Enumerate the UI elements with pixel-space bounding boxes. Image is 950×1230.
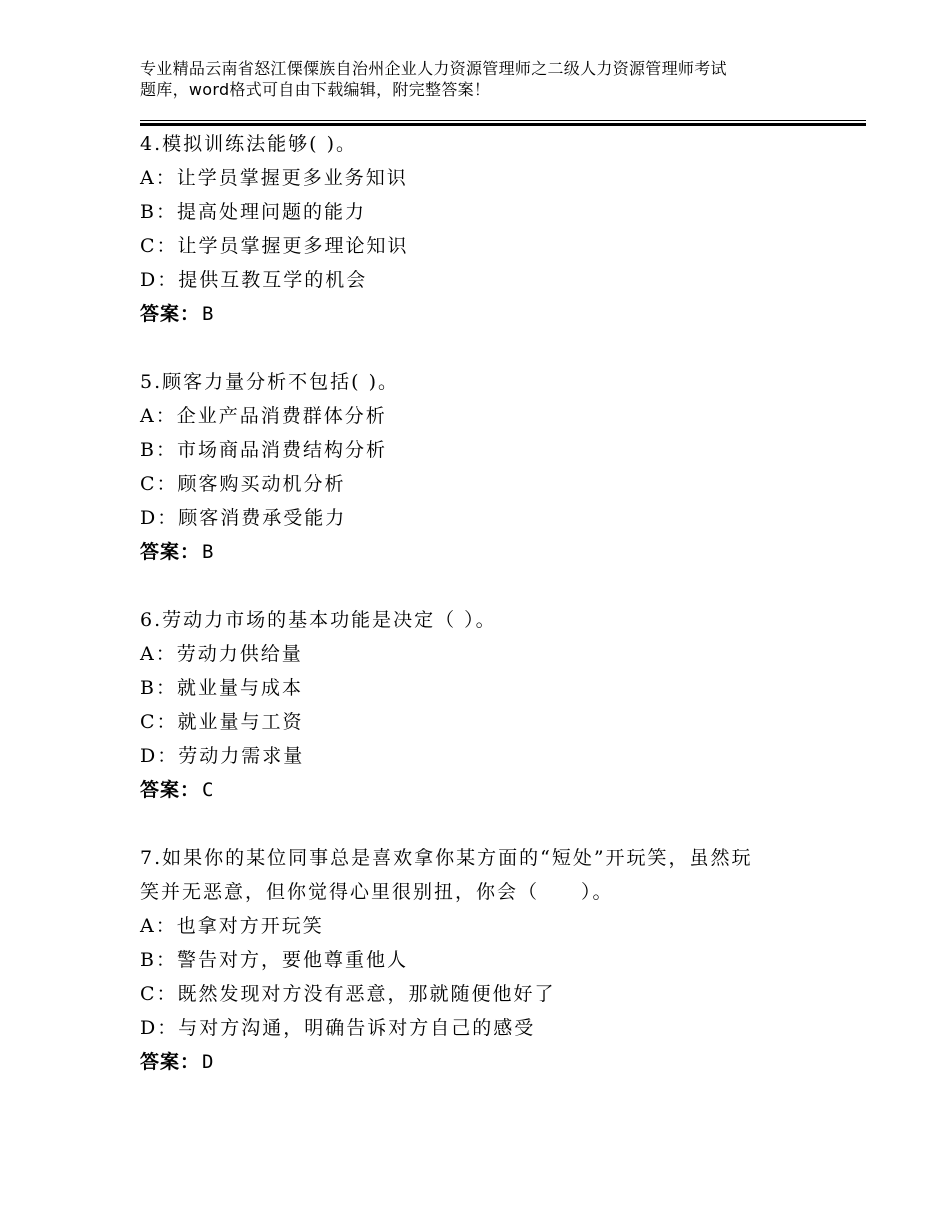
answer-line [140, 297, 866, 331]
question-stem-line-2: 笑并无恶意，但你觉得心里很别扭，你会（ ）。 [140, 881, 614, 903]
option-b: B：就业量与成本 [140, 677, 303, 699]
question-stem-line-1: 7.如果你的某位同事总是喜欢拿你某方面的“短处”开玩笑，虽然玩 [140, 847, 753, 869]
option-d: D：劳动力需求量 [140, 745, 305, 767]
option-c: C：让学员掌握更多理论知识 [140, 235, 409, 257]
answer-value: C [202, 779, 215, 801]
answer-line [140, 773, 866, 807]
document-header [140, 58, 840, 100]
option-c: C：顾客购买动机分析 [140, 473, 346, 495]
option-d: D：提供互教互学的机会 [140, 269, 368, 291]
option-c: C：既然发现对方没有恶意，那就随便他好了 [140, 983, 556, 1005]
header-divider-thin [140, 120, 866, 121]
answer-label: 答案： [140, 779, 201, 801]
answer-value: B [202, 303, 215, 325]
option-a: A：企业产品消费群体分析 [140, 405, 387, 427]
answer-line [140, 535, 866, 569]
option-b: B：警告对方，要他尊重他人 [140, 949, 408, 971]
question-stem: 5.顾客力量分析不包括( )。 [140, 371, 399, 393]
option-a: A：也拿对方开玩笑 [140, 915, 324, 937]
option-b: B：市场商品消费结构分析 [140, 439, 387, 461]
option-a: A：让学员掌握更多业务知识 [140, 167, 408, 189]
answer-value: D [202, 1051, 215, 1073]
answer-value: B [202, 541, 215, 563]
option-c: C：就业量与工资 [140, 711, 304, 733]
question-stem: 4.模拟训练法能够( )。 [140, 133, 357, 155]
answer-label: 答案： [140, 541, 201, 563]
header-line-2: 题库，word格式可自由下载编辑，附完整答案！ [140, 80, 491, 99]
answer-label: 答案： [140, 303, 201, 325]
answer-line [140, 1045, 866, 1079]
question-stem: 6.劳动力市场的基本功能是决定（ ）。 [140, 609, 497, 631]
header-line-1: 专业精品云南省怒江傈僳族自治州企业人力资源管理师之二级人力资源管理师考试 [140, 59, 727, 78]
option-b: B：提高处理问题的能力 [140, 201, 366, 223]
option-d: D：与对方沟通，明确告诉对方自己的感受 [140, 1017, 536, 1039]
question-5 [140, 365, 866, 569]
answer-label: 答案： [140, 1051, 201, 1073]
option-d: D：顾客消费承受能力 [140, 507, 347, 529]
question-6 [140, 603, 866, 807]
header-divider-thick [140, 123, 866, 126]
question-7 [140, 841, 866, 1079]
question-4 [140, 127, 866, 331]
question-list [140, 127, 866, 1079]
option-a: A：劳动力供给量 [140, 643, 303, 665]
